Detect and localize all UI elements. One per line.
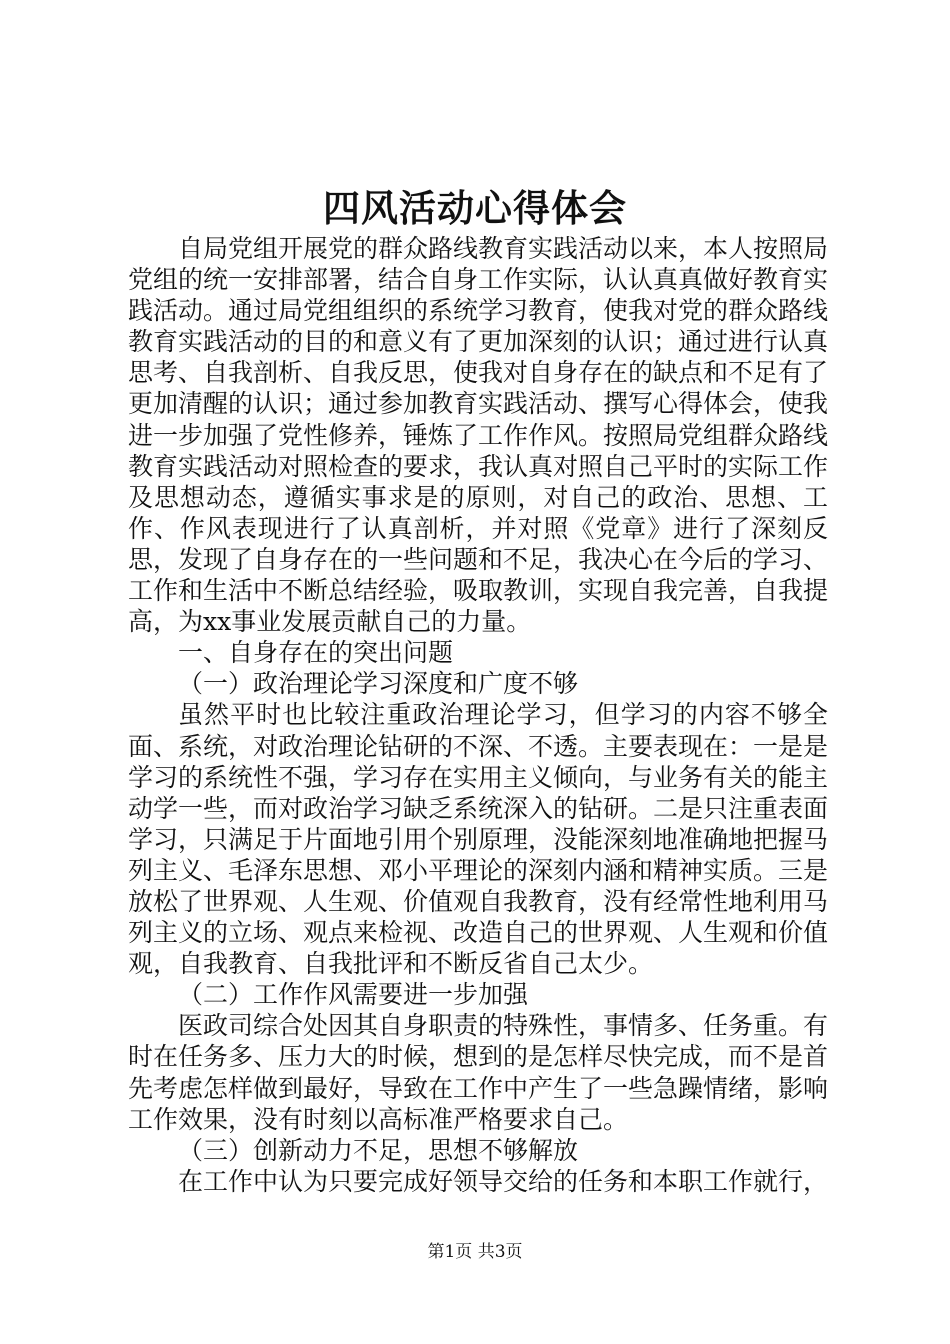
document-body bbox=[128, 233, 828, 1197]
paragraph-1: 虽然平时也比较注重政治理论学习，但学习的内容不够全面、系统，对政治理论钻研的不深、不透。主要表现在：一是是学习的系统性不强，学习存在实用主义倾向，与业务有关的能主动学一些，而对政治学习缺乏系统深入的钻研。二是只注重表面学习，只满足于片面地引用个别原理，没能深刻地准确地把握马列主义、毛泽东思想、邓小平理论的深刻内涵和精神实质。三是放松了世界观、人生观、价值观自我教育，没有经常性地利用马列主义的立场、观点来检视、改造自己的世界观、人生观和价值观，自我教育、自我批评和不断反省自己太少。 bbox=[128, 700, 829, 979]
subheading-2: （二）工作作风需要进一步加强 bbox=[178, 980, 529, 1010]
document-title: 四风活动心得体会 bbox=[323, 186, 627, 230]
page-number-footer: 第1页 共3页 bbox=[427, 1242, 523, 1262]
subheading-3: （三）创新动力不足，思想不够解放 bbox=[178, 1135, 579, 1165]
heading-section-1: 一、自身存在的突出问题 bbox=[178, 638, 454, 668]
paragraph-2: 医政司综合处因其自身职责的特殊性，事情多、任务重。有时在任务多、压力大的时候，想到的是怎样尽快完成，而不是首先考虑怎样做到最好，导致在工作中产生了一些急躁情绪，影响工作效果，没有时刻以高标准严格要求自己。 bbox=[128, 1011, 829, 1134]
subheading-1: （一）政治理论学习深度和广度不够 bbox=[178, 669, 579, 699]
paragraph-intro: 自局党组开展党的群众路线教育实践活动以来，本人按照局党组的统一安排部署，结合自身工作实际，认认真真做好教育实践活动。通过局党组组织的系统学习教育，使我对党的群众路线教育实践活动的目的和意义有了更加深刻的认识；通过进行认真思考、自我剖析、自我反思，使我对自身存在的缺点和不足有了更加清醒的认识；通过参加教育实践活动、撰写心得体会，使我进一步加强了党性修养，锤炼了工作作风。按照局党组群众路线教育实践活动对照检查的要求，我认真对照自己平时的实际工作及思想动态，遵循实事求是的原则，对自己的政治、思想、工作、作风表现进行了认真剖析，并对照《党章》进行了深刻反思，发现了自身存在的一些问题和不足，我决心在今后的学习、工作和生活中不断总结经验，吸取教训，实现自我完善，自我提高，为xx事业发展贡献自己的力量。 bbox=[128, 234, 829, 637]
paragraph-3: 在工作中认为只要完成好领导交给的任务和本职工作就行， bbox=[178, 1166, 829, 1196]
